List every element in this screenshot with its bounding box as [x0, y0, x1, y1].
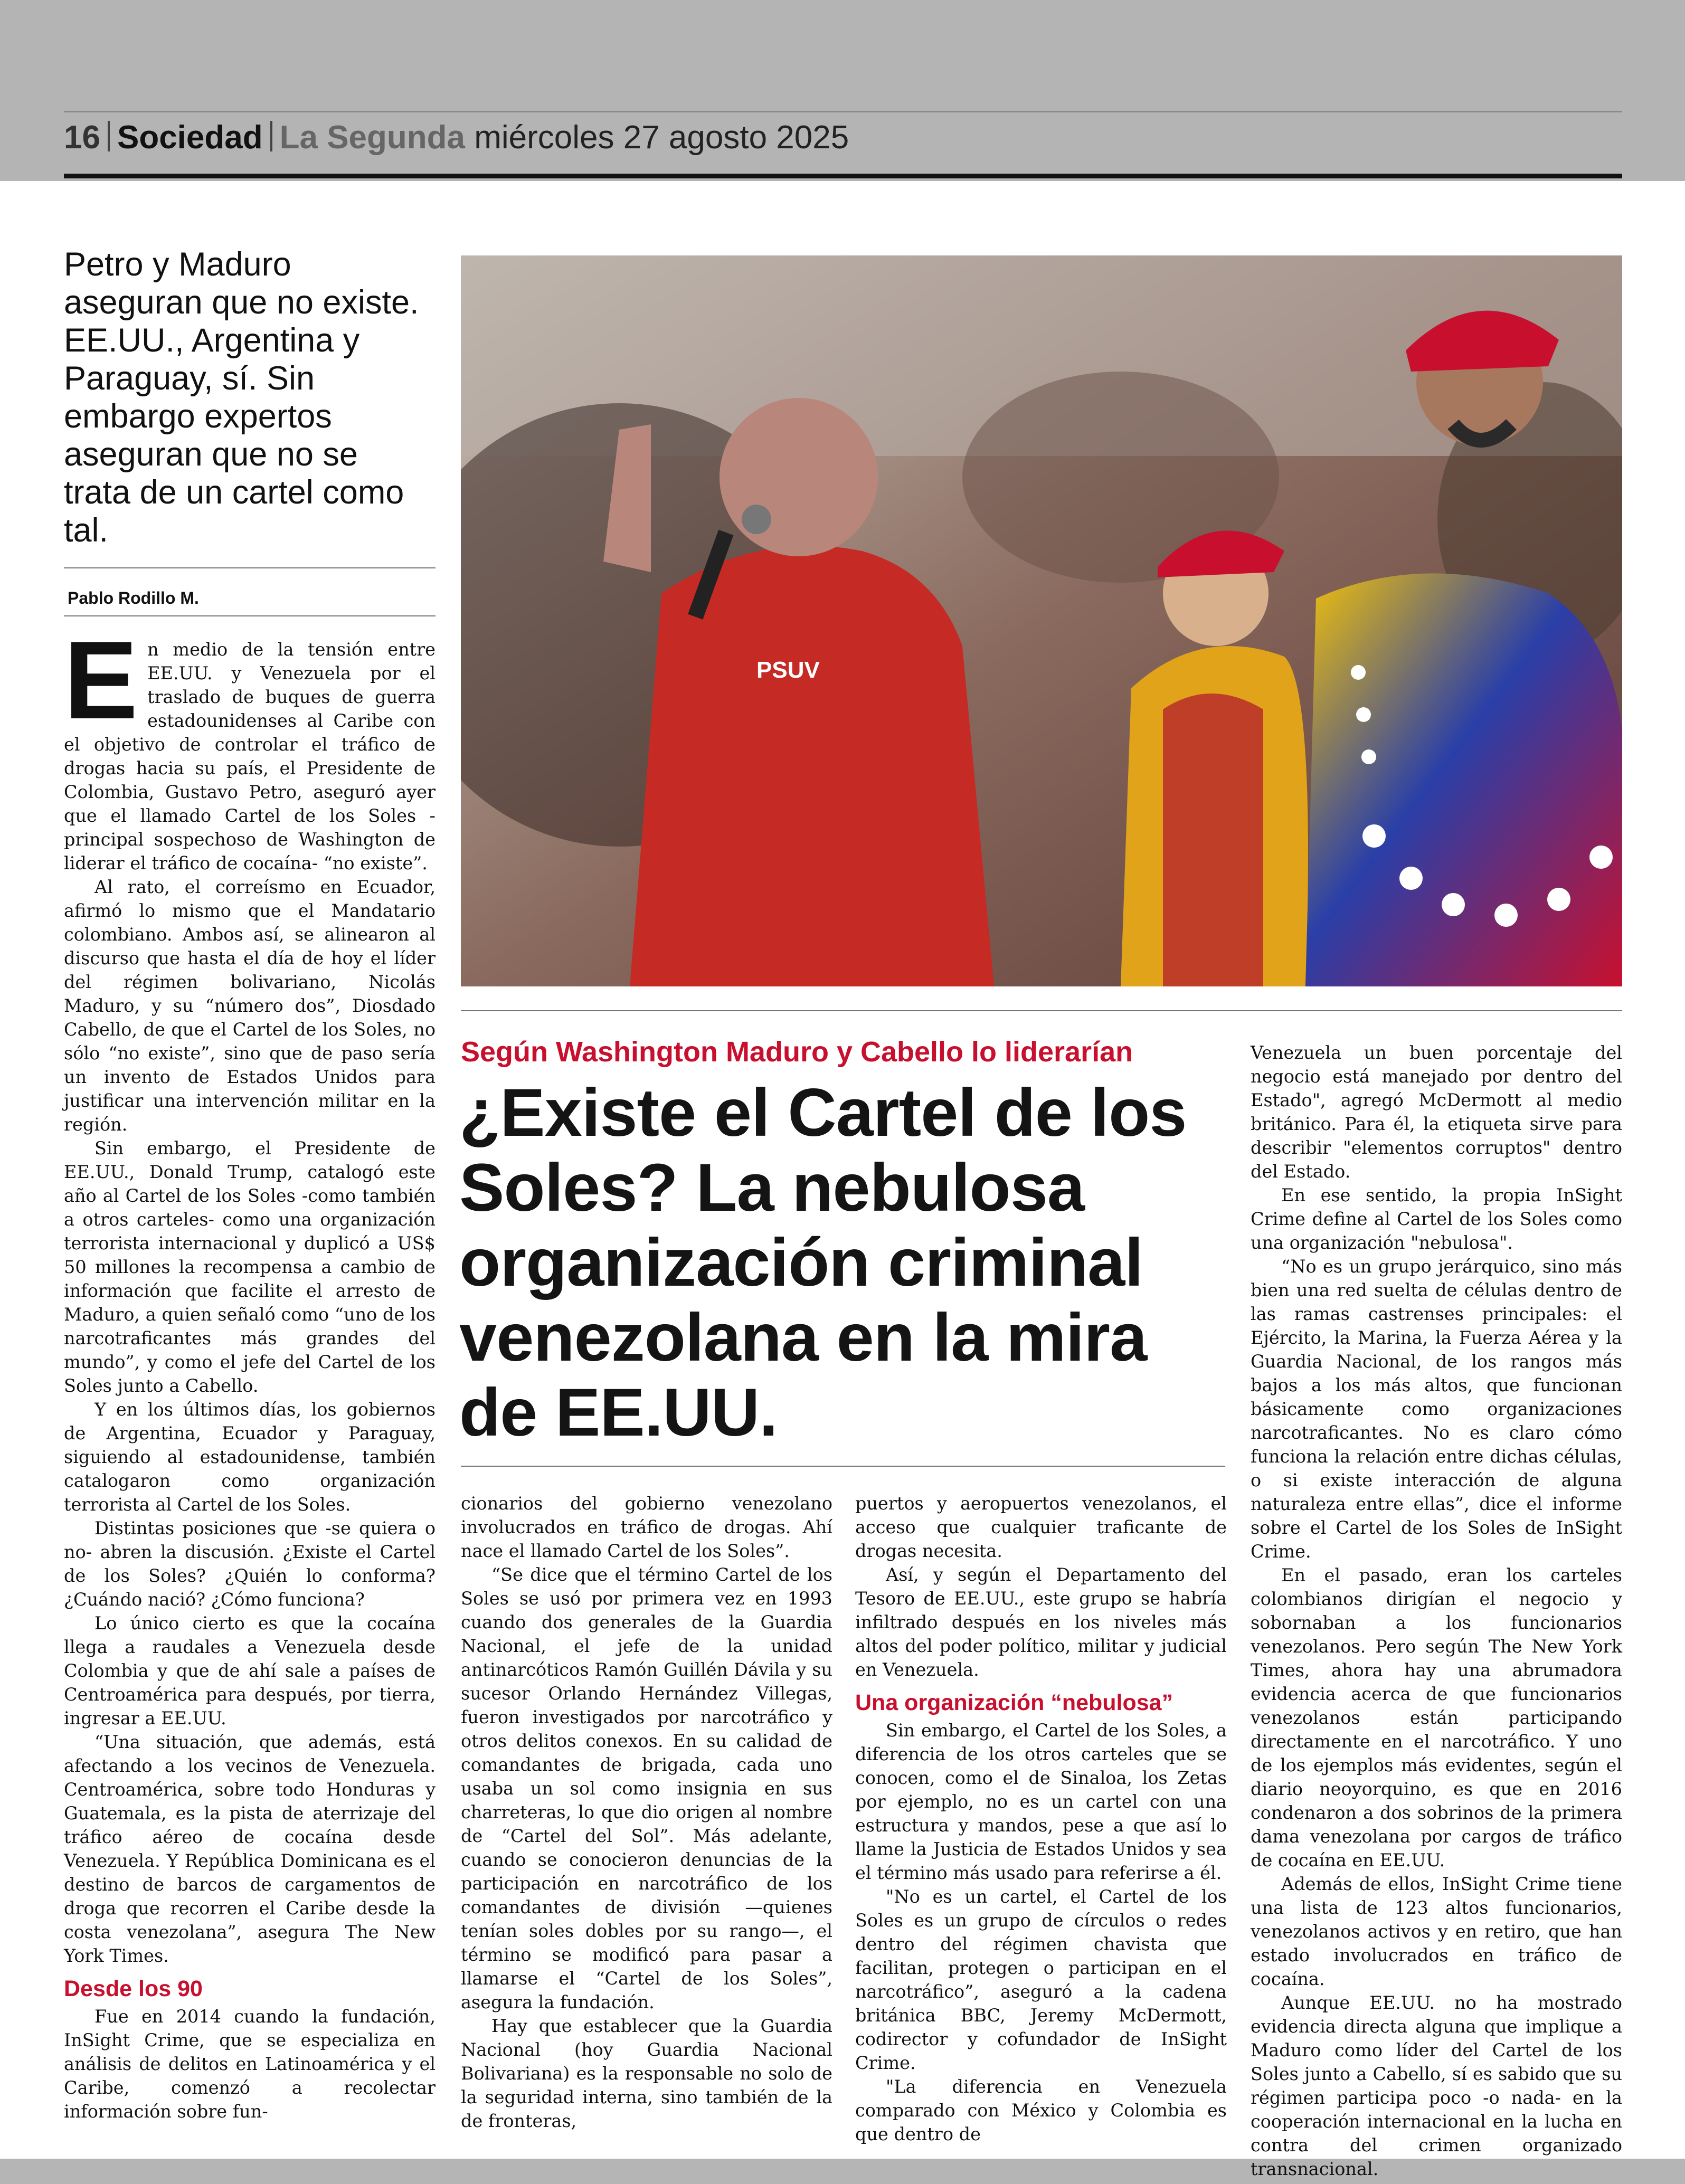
- publication-name: La Segunda: [279, 119, 465, 156]
- paragraph: Venezuela un buen porcentaje del negocio está manejado por dentro del Estado", agregó McDermott al medio británico. Para él, la etiqueta sirve para describir "elementos corruptos" dentro del Estado.: [1251, 1042, 1622, 1182]
- paragraph: Hay que establecer que la Guardia Nacional (hoy Guardia Nacional Bolivariana) es la responsable no solo de la seguridad interna, sino también de la de fronteras,: [461, 2016, 832, 2131]
- paragraph: Distintas posiciones que -se quiera o no- abren la discusión. ¿Existe el Cartel de los Soles? ¿Quién lo conforma? ¿Cuándo nació? ¿Cómo funciona?: [64, 1518, 436, 1610]
- paragraph: n medio de la tensión entre EE.UU. y Venezuela por el traslado de buques de guerra estadounidenses al Caribe con el objetivo de controlar el tráfico de drogas hacia su país, el Presidente de Colombia, Gustavo Petro, aseguró ayer que el llamado Cartel de los Soles -principal sospechoso de Washington de liderar el tráfico de cocaína- “no existe”.: [64, 639, 436, 873]
- paragraph: Sin embargo, el Presidente de EE.UU., Donald Trump, catalogó este año al Cartel de los Soles -como también a otros carteles- como una organización terrorista internacional y duplicó a US$ 50 millones la recompensa a cambio de información que facilite el arresto de Maduro, a quien señaló como “uno de los narcotraficantes más grandes del mundo”, y como el jefe del Cartel de los Soles junto a Cabello.: [64, 1138, 436, 1396]
- byline-rule: [64, 615, 436, 616]
- paragraph: En el pasado, eran los carteles colombianos dirigían el negocio y sobornaban a los funcionarios venezolanos. Pero según The New York Times, ahora hay una abrumadora evidencia acerca de que funcionarios venezolanos están participando directamente en el narcotráfico. Y uno de los ejemplos más evidentes, según el diario neoyorquino, es que en 2016 condenaron a dos sobrinos de la primera dama venezolana por cargos de tráfico de cocaína en EE.UU.: [1251, 1565, 1622, 1870]
- folio-line: [64, 119, 849, 156]
- byline: Pablo Rodillo M.: [68, 588, 199, 607]
- drop-cap: E: [64, 618, 138, 742]
- paragraph: Además de ellos, InSight Crime tiene una lista de 123 altos funcionarios, venezolanos activos y en retiro, que han estado involucrados en tráfico de cocaína.: [1251, 1874, 1622, 1989]
- subheading: Una organización “nebulosa”: [855, 1690, 1173, 1715]
- article-column-3: [855, 1492, 1227, 2146]
- paragraph: Fue en 2014 cuando la fundación, InSight Crime, que se especializa en análisis de delitos en Latinoamérica y el Caribe, comenzó a recolectar información sobre fun-: [64, 2006, 436, 2122]
- deck-rule: [64, 567, 436, 568]
- paragraph: “No es un grupo jerárquico, sino más bien una red suelta de células dentro de las ramas castrenses principales: el Ejército, la Marina, la Fuerza Aérea y la Guardia Nacional, de los rangos más bajos a los más altos, que funcionan básicamente como organizaciones narcotraficantes. No es claro cómo funciona la relación entre dichas células, o si existe interacción de alguna naturaleza entre ellas”, dice el informe sobre el Cartel de los Soles de InSight Crime.: [1251, 1256, 1622, 1562]
- headline: ¿Existe el Cartel de los Soles? La nebulosa organización criminal venezolana en la mira de EE.UU.: [459, 1075, 1187, 1450]
- paragraph: En ese sentido, la propia InSight Crime define al Cartel de los Soles como una organización "nebulosa".: [1251, 1185, 1622, 1253]
- paragraph: Así, y según el Departamento del Tesoro de EE.UU., este grupo se habría infiltrado después en los niveles más altos del poder político, militar y judicial en Venezuela.: [855, 1564, 1227, 1680]
- paragraph: "No es un cartel, el Cartel de los Soles es un grupo de círculos o redes dentro del régimen chavista que facilitan, protegen o participan en el narcotráfico”, aseguró a la cadena británica BBC, Jeremy McDermott, codirector y cofundador de InSight Crime.: [855, 1886, 1227, 2073]
- paragraph: "La diferencia en Venezuela comparado con México y Colombia es que dentro de: [855, 2076, 1227, 2144]
- article-column-1: [64, 618, 436, 2123]
- kicker: Según Washington Maduro y Cabello lo liderarían: [461, 1036, 1133, 1068]
- paragraph: “Se dice que el término Cartel de los Soles se usó por primera vez en 1993 cuando dos generales de la Guardia Nacional, el jefe de la unidad antinarcóticos Ramón Guillén Dávila y su sucesor Orlando Hernández Villegas, fueron investigados por narcotráfico y otros delitos conexos. En su calidad de comandantes de brigada, cada uno usaba un sol como insignia en sus charreteras, lo que dio origen al nombre de “Cartel del Sol”. Más adelante, cuando se conocieron denuncias de la participación en narcotráfico de los comandantes de división —quienes tenían soles dobles por su rango—, el término se modificó para pasar a llamarse el “Cartel de los Soles”, asegura la fundación.: [461, 1564, 832, 2012]
- paragraph: cionarios del gobierno venezolano involucrados en tráfico de drogas. Ahí nace el llamado Cartel de los Soles”.: [461, 1493, 832, 1561]
- paragraph: Sin embargo, el Cartel de los Soles, a diferencia de los otros carteles que se conocen, como el de Sinaloa, los Zetas por ejemplo, no es un cartel con una estructura y mandos, pese a que así lo llame la Justicia de Estados Unidos y sea el término más usado para referirse a él.: [855, 1720, 1227, 1883]
- issue-date: miércoles 27 agosto 2025: [474, 119, 849, 156]
- paragraph: Y en los últimos días, los gobiernos de Argentina, Ecuador y Paraguay, siguiendo al estadounidense, también catalogaron como organización terrorista al Cartel de los Soles.: [64, 1399, 436, 1515]
- paragraph: Aunque EE.UU. no ha mostrado evidencia directa alguna que implique a Maduro como líder del Cartel de los Soles junto a Cabello, sí es sabido que su régimen participa poco -o nada- en la cooperación internacional en la lucha en contra del crimen organizado transnacional.: [1251, 1992, 1622, 2179]
- paragraph: “Una situación, que además, está afectando a los vecinos de Venezuela. Centroamérica, sobre todo Honduras y Guatemala, es la pista de aterrizaje del tráfico aéreo de cocaína desde Venezuela. Y República Dominicana es el destino de barcos de cargamentos de droga que recorren el Caribe desde la costa venezolana”, asegura The New York Times.: [64, 1732, 436, 1966]
- article-column-4: [1251, 1041, 1622, 2181]
- photo-rally-image: [461, 255, 1622, 986]
- article-column-2: [461, 1492, 832, 2133]
- paragraph: Lo único cierto es que la cocaína llega a raudales a Venezuela desde Colombia y que de ahí sale a países de Centroamérica para después, por tierra, ingresar a EE.UU.: [64, 1613, 436, 1729]
- paragraph: Al rato, el correísmo en Ecuador, afirmó lo mismo que el Mandatario colombiano. Ambos así, se alinearon al discurso que hasta el día de hoy el líder del régimen bolivariano, Nicolás Maduro, y su “número dos”, Diosdado Cabello, de que el Cartel de los Soles, no sólo “no existe”, sino que de paso sería un invento de Estados Unidos para justificar una intervención militar en la región.: [64, 877, 436, 1135]
- folio-divider: [270, 121, 272, 151]
- shirt-logo: PSUV: [756, 657, 820, 683]
- header-bottom-bar: [64, 174, 1622, 178]
- section-name: Sociedad: [117, 119, 263, 156]
- page-header: [0, 0, 1685, 181]
- article-deck: Petro y Maduro aseguran que no existe. EE.UU., Argentina y Paraguay, sí. Sin embargo expertos aseguran que no se trata de un cartel como tal.: [64, 246, 419, 549]
- subheading: Desde los 90: [64, 1976, 203, 2001]
- paragraph: puertos y aeropuertos venezolanos, el acceso que cualquier traficante de drogas necesita.: [855, 1493, 1227, 1561]
- header-top-rule: [64, 111, 1622, 112]
- folio-divider: [108, 121, 110, 151]
- headline-rule: [461, 1466, 1225, 1467]
- photo-rule: [461, 1010, 1622, 1011]
- page-number: 16: [64, 119, 100, 156]
